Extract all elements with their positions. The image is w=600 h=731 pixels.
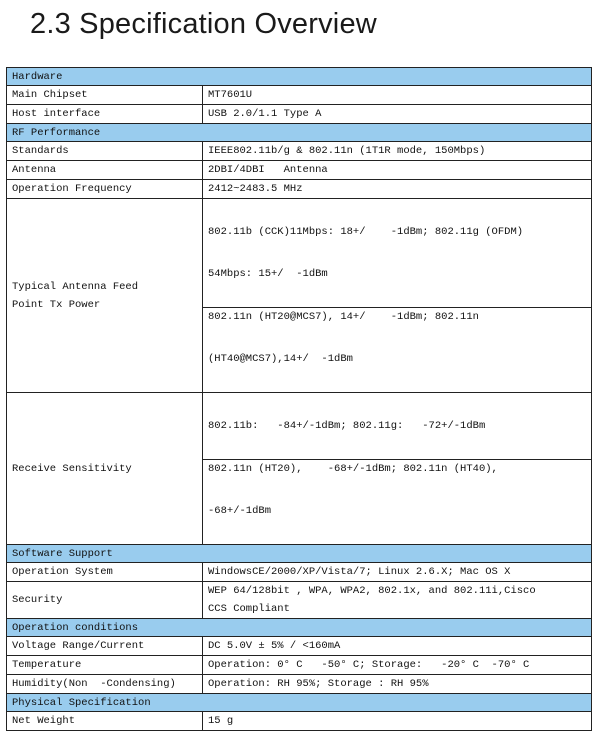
security-value-line: CCS Compliant — [208, 603, 290, 615]
sensitivity-value-line: 802.11b: -84+/-1dBm; 802.11g: -72+/-1dBm — [208, 420, 486, 432]
section-header-physical-specification: Physical Specification — [7, 694, 592, 712]
row-value-humidity: Operation: RH 95%; Storage : RH 95% — [203, 675, 592, 694]
tx-power-label-line: Point Tx Power — [12, 298, 101, 311]
tx-power-value-line: 54Mbps: 15+/ -1dBm — [208, 268, 328, 280]
table-row — [7, 86, 592, 105]
row-value-tx-power — [203, 199, 592, 393]
sensitivity-value-line: -68+/-1dBm — [208, 505, 272, 517]
row-label-weight: Net Weight — [7, 712, 203, 731]
row-value-main-chipset: MT7601U — [203, 86, 592, 105]
table-row — [7, 161, 592, 180]
section-header-software-support: Software Support — [7, 545, 592, 563]
row-value-standards: IEEE802.11b/g & 802.11n (1T1R mode, 150Mbps) — [203, 142, 592, 161]
row-label-voltage: Voltage Range/Current — [7, 637, 203, 656]
row-value-sensitivity — [203, 393, 592, 545]
table-row — [7, 393, 592, 545]
table-row — [7, 637, 592, 656]
row-label-antenna: Antenna — [7, 161, 203, 180]
row-label-frequency: Operation Frequency — [7, 180, 203, 199]
section-row-rf — [7, 124, 592, 142]
row-label-security: Security — [7, 582, 203, 619]
row-label-standards: Standards — [7, 142, 203, 161]
tx-power-value-line: 802.11b (CCK)11Mbps: 18+/ -1dBm; 802.11g (OFDM) — [208, 226, 524, 238]
security-value-line: WEP 64/128bit , WPA, WPA2, 802.1x, and 802.11i,Cisco — [208, 585, 536, 597]
table-row — [7, 675, 592, 694]
specification-table — [6, 67, 592, 731]
tx-power-value-line: (HT40@MCS7),14+/ -1dBm — [208, 353, 353, 365]
tx-power-value-line: 802.11n (HT20@MCS7), 14+/ -1dBm; 802.11n — [203, 307, 591, 326]
row-label-temperature: Temperature — [7, 656, 203, 675]
row-value-security — [203, 582, 592, 619]
row-label-humidity: Humidity(Non -Condensing) — [7, 675, 203, 694]
row-value-os: WindowsCE/2000/XP/Vista/7; Linux 2.6.X; Mac OS X — [203, 563, 592, 582]
row-value-host-interface: USB 2.0/1.1 Type A — [203, 105, 592, 124]
section-row-hardware — [7, 68, 592, 86]
row-value-temperature: Operation: 0° C -50° C; Storage: -20° C -70° C — [203, 656, 592, 675]
row-value-weight: 15 g — [203, 712, 592, 731]
table-row — [7, 563, 592, 582]
row-label-sensitivity: Receive Sensitivity — [7, 393, 203, 545]
section-row-software — [7, 545, 592, 563]
section-header-hardware: Hardware — [7, 68, 592, 86]
section-header-operation-conditions: Operation conditions — [7, 619, 592, 637]
table-row — [7, 105, 592, 124]
section-header-rf-performance: RF Performance — [7, 124, 592, 142]
section-row-operation — [7, 619, 592, 637]
table-row — [7, 656, 592, 675]
table-row — [7, 142, 592, 161]
row-value-voltage: DC 5.0V ± 5% / <160mA — [203, 637, 592, 656]
table-row — [7, 582, 592, 619]
row-value-antenna: 2DBI/4DBI Antenna — [203, 161, 592, 180]
row-value-frequency: 2412~2483.5 MHz — [203, 180, 592, 199]
table-row — [7, 712, 592, 731]
table-row — [7, 180, 592, 199]
row-label-tx-power — [7, 199, 203, 393]
table-row — [7, 199, 592, 393]
row-label-os: Operation System — [7, 563, 203, 582]
sensitivity-value-line: 802.11n (HT20), -68+/-1dBm; 802.11n (HT40), — [203, 459, 591, 478]
section-row-physical — [7, 694, 592, 712]
row-label-main-chipset: Main Chipset — [7, 86, 203, 105]
page-title: 2.3 Specification Overview — [30, 8, 377, 40]
row-label-host-interface: Host interface — [7, 105, 203, 124]
tx-power-label-line: Typical Antenna Feed — [12, 280, 139, 293]
